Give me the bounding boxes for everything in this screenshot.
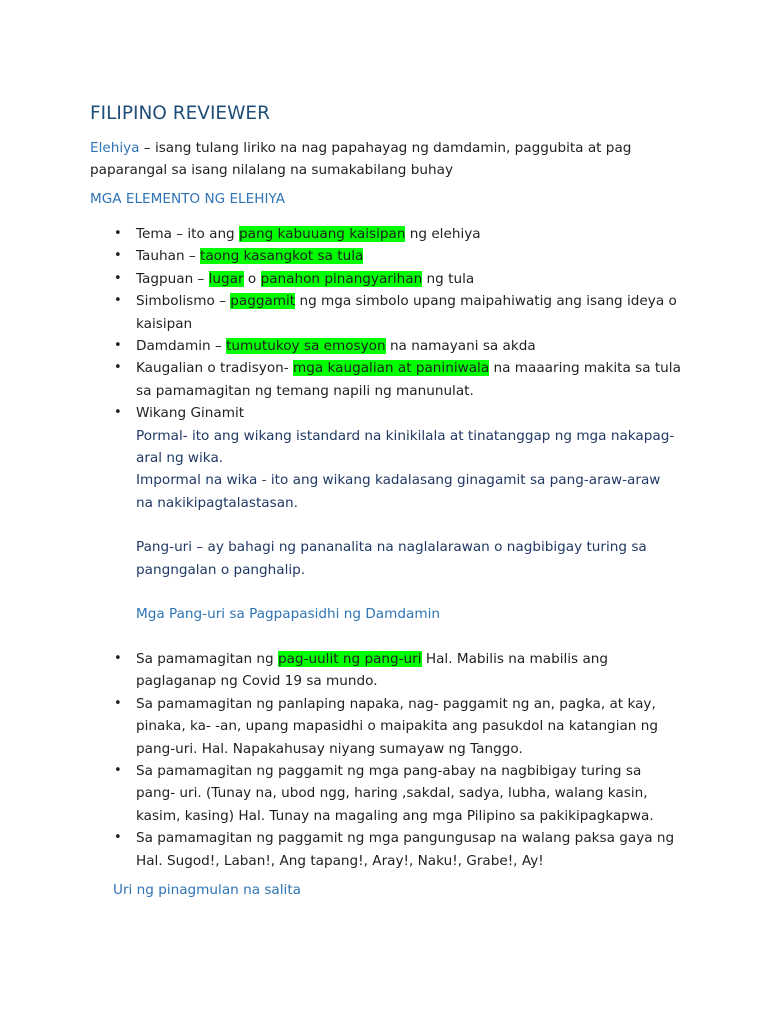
bullet-icon: • [114, 651, 122, 666]
pormal-definition: Pormal- ito ang wikang istandard na kinikilala at tinatanggap ng mga nakapag- aral ng wika. [136, 427, 675, 467]
intro-paragraph [90, 137, 690, 181]
item-text: Sa pamamagitan ng paggamit ng mga pangungusap na walang paksa gaya ng Hal. Sugod!, Laban!, Ang tapang!, Aray!, Naku!, Grabe!, Ay! [136, 830, 675, 869]
bullet-icon: • [114, 360, 122, 376]
bullet-icon: • [114, 763, 122, 779]
bullet-icon: • [114, 830, 122, 846]
item-text: ng tula [422, 270, 475, 287]
highlighted-text: pag-uulit ng pang-uri [277, 651, 422, 667]
intro-term: Elehiya [90, 140, 140, 156]
spacer [136, 581, 681, 603]
list-item-tauhan [0, 245, 681, 267]
highlighted-text: tumutukoy sa emosyon [226, 338, 386, 355]
item-text: Tagpuan – [136, 270, 209, 287]
page-title: FILIPINO REVIEWER [90, 103, 270, 124]
highlighted-text: paggamit [230, 293, 296, 310]
list-item-tagpuan [0, 268, 681, 290]
item-text: ng elehiya [405, 226, 481, 242]
list-item-damdamin [0, 335, 681, 357]
list-item-kaugalian [0, 357, 681, 402]
item-text: na maaaring makita sa tula sa pamamagitan ng temang napili ng manunulat. [136, 360, 681, 399]
pasidhi-list [0, 648, 768, 872]
item-text: Tauhan – [136, 248, 200, 265]
list-item-tema [0, 223, 681, 245]
wika-label: Wikang Ginamit [136, 405, 245, 422]
item-text: Kaugalian o tradisyon- [136, 360, 293, 377]
item-text: Tema – ito ang [136, 226, 240, 242]
highlighted-text: mga kaugalian at paniniwala [292, 360, 490, 377]
panguri-definition: Pang-uri – ay bahagi ng pananalita na naglalarawan o nagbibigay turing sa pangngalan o panghalip. [136, 539, 647, 578]
bullet-icon: • [114, 695, 122, 711]
list-item-pasidhi-3 [0, 760, 681, 827]
intro-definition: – isang tulang liriko na nag papahayag ng damdamin, paggubita at pag paparangal sa isang nilalang na sumakabilang buhay [90, 140, 632, 178]
bullet-icon: • [114, 293, 122, 309]
impormal-definition: Impormal na wika - ito ang wikang kadalasang ginagamit sa pang-araw-araw na nakikipagtalastasan. [136, 472, 661, 511]
list-item-pasidhi-4 [0, 827, 681, 872]
item-text: Sa pamamagitan ng paggamit ng mga pang-abay na nagbibigay turing sa pang- uri. (Tunay na, ubod ngg, haring ,sakdal, sadya, lubha, walang kasin, kasim, kasing) Hal. Tunay na magaling ang mga Pilipino sa pakikipagkapwa. [136, 763, 654, 824]
footer-heading: Uri ng pinagmulan na salita [113, 882, 301, 898]
elements-heading: MGA ELEMENTO NG ELEHIYA [90, 191, 285, 207]
list-item-pasidhi-2 [0, 693, 681, 760]
elements-list [0, 223, 768, 626]
item-text: na namayani sa akda [385, 338, 536, 355]
highlighted-text: panahon pinangyarihan [260, 270, 423, 287]
highlighted-text: pang kabuuang kaisipan [239, 226, 406, 242]
list-item-wika [0, 402, 681, 625]
bullet-icon: • [114, 338, 122, 354]
item-text: o [243, 270, 261, 287]
bullet-icon: • [114, 405, 122, 421]
item-text: Sa pamamagitan ng panlaping napaka, nag- paggamit ng an, pagka, at kay, pinaka, ka- -an, upang mapasidhi o maipakita ang pasukdol na katangian ng pang-uri. Hal. Napakahusay niyang sumayaw ng Tanggo. [136, 695, 658, 757]
spacer [136, 514, 681, 536]
highlighted-text: taong kasangkot sa tula [200, 248, 364, 265]
item-text: Simbolismo – [136, 293, 231, 310]
list-item-simbolismo [0, 290, 681, 335]
item-text: Damdamin – [136, 338, 227, 355]
item-text: Sa pamamagitan ng [136, 651, 278, 667]
list-item-pasidhi-1 [0, 648, 681, 693]
item-text: ng mga simbolo upang maipahiwatig ang isang ideya o kaisipan [136, 293, 677, 332]
item-text: Hal. Mabilis na mabilis ang paglaganap ng Covid 19 sa mundo. [136, 651, 609, 690]
pasidhi-subheading: Mga Pang-uri sa Pagpapasidhi ng Damdamin [136, 606, 440, 623]
bullet-icon: • [114, 270, 122, 286]
bullet-icon: • [114, 248, 122, 264]
highlighted-text: lugar [208, 270, 244, 287]
bullet-icon: • [114, 226, 122, 241]
